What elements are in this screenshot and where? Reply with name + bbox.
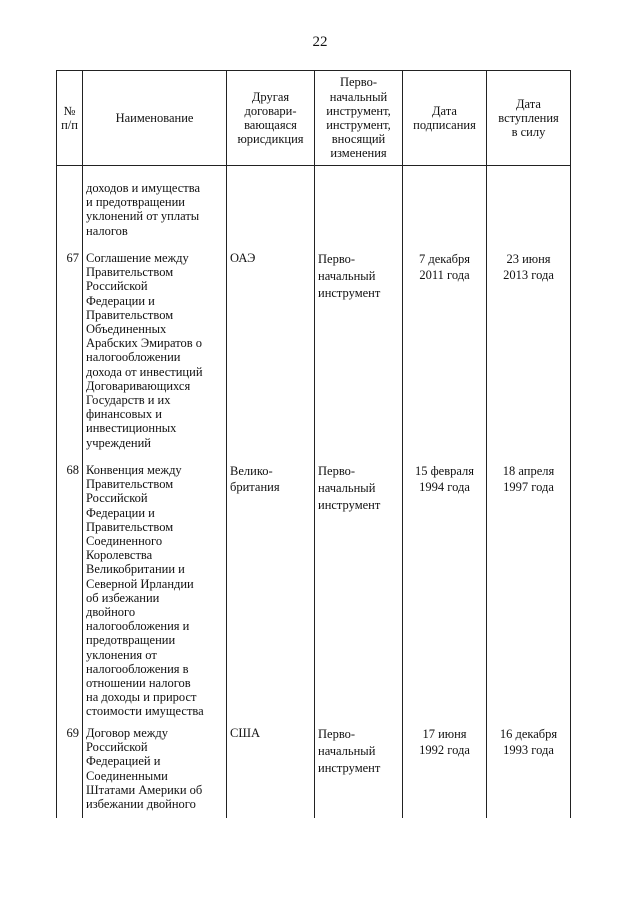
header-effective: Дата вступления в силу — [487, 71, 571, 166]
row-signed-cell: 17 июня 1992 года — [403, 726, 487, 818]
row-signed-cell: 15 февраля 1994 года — [403, 463, 487, 726]
table-row — [57, 463, 571, 726]
row-instrument-cell: Перво- начальный инструмент — [315, 251, 403, 463]
page-number: 22 — [312, 34, 328, 50]
row-jurisdiction-cell: ОАЭ — [227, 251, 315, 463]
row-name-cell: Соглашение между Правительством Российской Федерации и Правительством Объединенных Арабских Эмиратов о налогообложении дохода от инвестиций Договаривающихся Государств и их финансовых и инвестиционных учреждений — [83, 251, 227, 463]
header-instrument: Перво- начальный инструмент, инструмент, вносящий изменения — [315, 71, 403, 166]
row-effective-cell: 23 июня 2013 года — [487, 251, 571, 463]
row-signed-cell: 7 декабря 2011 года — [403, 251, 487, 463]
row-num-cell — [57, 181, 83, 251]
row-instrument-cell — [315, 181, 403, 251]
row-name-cell: Конвенция между Правительством Российской Федерации и Правительством Соединенного Королевства Великобритании и Северной Ирландии об избежании двойного налогообложения и предотвращении уклонения от налогообложения в отношении налогов на доходы и прирост стоимости имущества — [83, 463, 227, 726]
row-num-cell: 69 — [57, 726, 83, 818]
header-name: Наименование — [83, 71, 227, 166]
header-jurisdiction: Другая договари- вающаяся юрисдикция — [227, 71, 315, 166]
row-name-cell: Договор между Российской Федерацией и Соединенными Штатами Америки об избежании двойного — [83, 726, 227, 818]
treaty-table — [56, 70, 571, 818]
row-num-cell: 67 — [57, 251, 83, 463]
row-num-cell: 68 — [57, 463, 83, 726]
row-signed-cell — [403, 181, 487, 251]
row-effective-cell — [487, 181, 571, 251]
spacer-row — [57, 166, 571, 182]
row-effective-cell: 18 апреля 1997 года — [487, 463, 571, 726]
header-num: № п/п — [57, 71, 83, 166]
row-effective-cell: 16 декабря 1993 года — [487, 726, 571, 818]
row-jurisdiction-cell: Велико- британия — [227, 463, 315, 726]
header-signed: Дата подписания — [403, 71, 487, 166]
row-instrument-cell: Перво- начальный инструмент — [315, 726, 403, 818]
row-jurisdiction-cell — [227, 181, 315, 251]
row-instrument-cell: Перво- начальный инструмент — [315, 463, 403, 726]
continuation-name-cell: доходов и имущества и предотвращении уклонений от уплаты налогов — [83, 181, 227, 251]
table-header-row — [57, 71, 571, 166]
row-jurisdiction-cell: США — [227, 726, 315, 818]
table-row-continuation — [57, 181, 571, 251]
table-row — [57, 726, 571, 818]
table-row — [57, 251, 571, 463]
